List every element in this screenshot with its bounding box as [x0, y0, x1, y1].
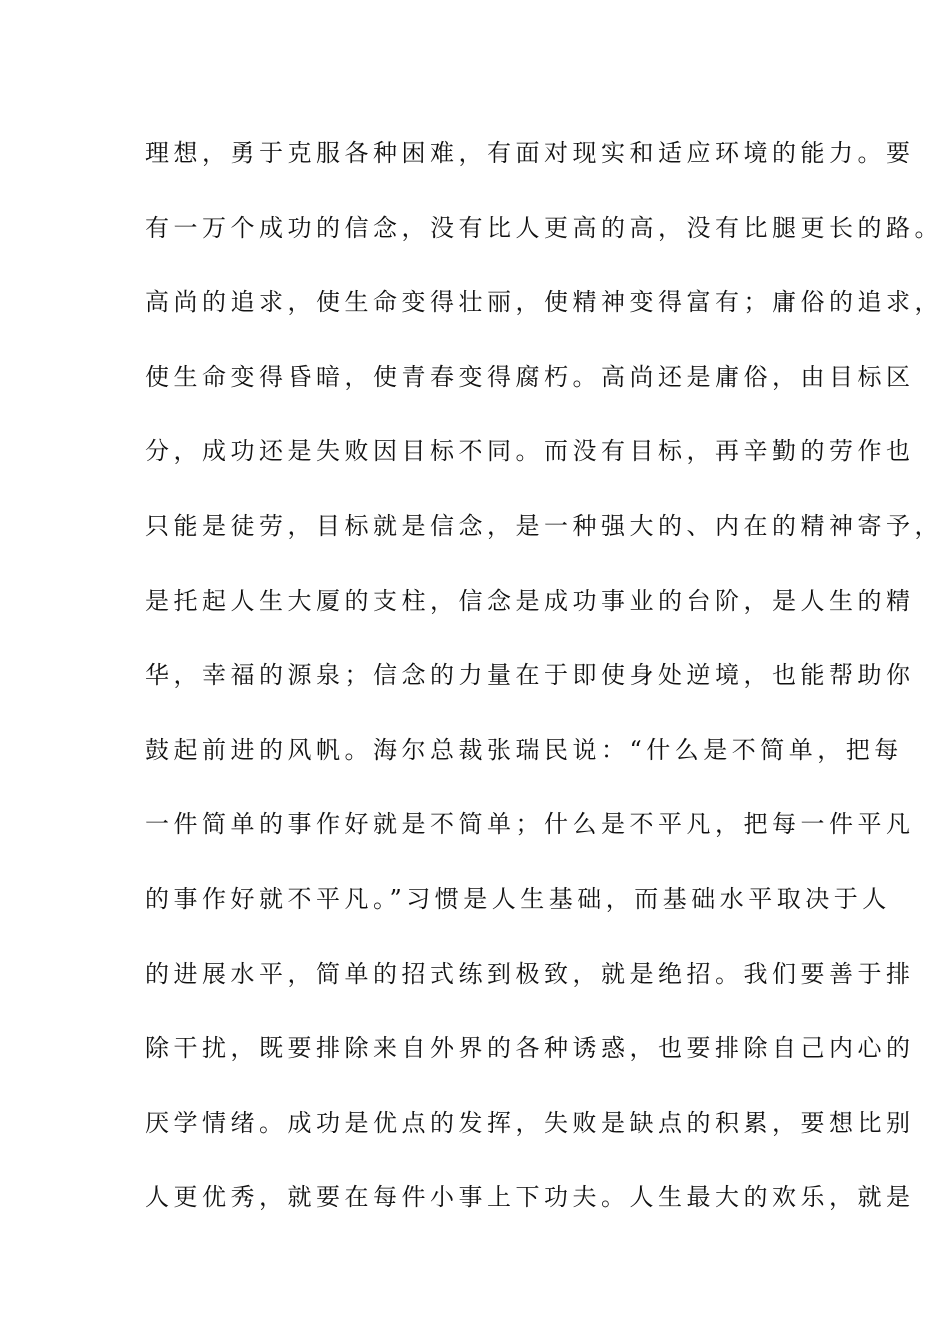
text-line: 一件简单的事作好就是不简单；什么是不平凡，把每一件平凡 [145, 810, 915, 839]
text-line: 是托起人生大厦的支柱，信念是成功事业的台阶，是人生的精 [145, 586, 915, 615]
text-line: 只能是徒劳，目标就是信念，是一种强大的、内在的精神寄予， [145, 511, 943, 540]
text-line: 理想，勇于克服各种困难，有面对现实和适应环境的能力。要 [145, 139, 915, 167]
text-line: 华，幸福的源泉；信念的力量在于即使身处逆境，也能帮助你 [145, 661, 915, 690]
text-line: 人更优秀，就要在每件小事上下功夫。人生最大的欢乐，就是 [145, 1183, 915, 1212]
text-line: 高尚的追求，使生命变得壮丽，使精神变得富有；庸俗的追求， [145, 288, 943, 317]
text-line: 使生命变得昏暗，使青春变得腐朽。高尚还是庸俗，由目标区 [145, 362, 915, 391]
text-line: 鼓起前进的风帆。海尔总裁张瑞民说：“什么是不简单，把每 [145, 735, 903, 764]
text-line: 有一万个成功的信念，没有比人更高的高，没有比腿更长的路。 [145, 213, 943, 242]
text-line: 厌学情绪。成功是优点的发挥，失败是缺点的积累，要想比别 [145, 1108, 915, 1137]
text-line: 除干扰，既要排除来自外界的各种诱惑，也要排除自己内心的 [145, 1034, 915, 1063]
text-line: 分，成功还是失败因目标不同。而没有目标，再辛勤的劳作也 [145, 437, 915, 466]
body-text [145, 130, 943, 1249]
text-line: 的进展水平，简单的招式练到极致，就是绝招。我们要善于排 [145, 959, 915, 988]
text-line: 的事作好就不平凡。”习惯是人生基础，而基础水平取决于人 [145, 884, 891, 913]
